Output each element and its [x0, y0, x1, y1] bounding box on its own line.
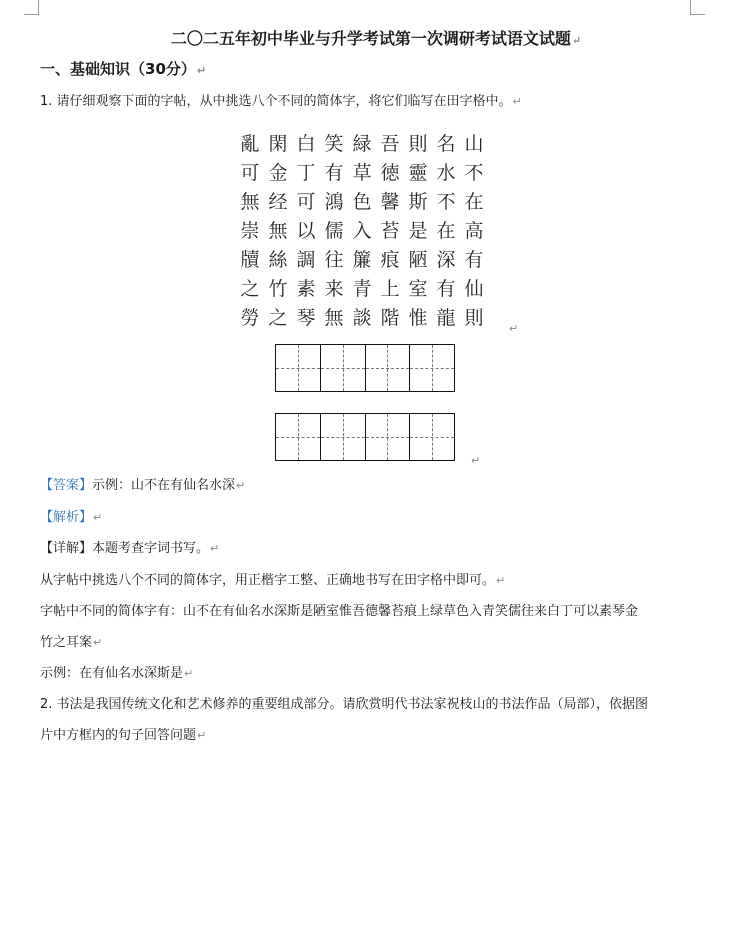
calligraphy-copybook — [236, 128, 500, 331]
copybook-character: 陋 — [408, 249, 428, 271]
copybook-character: 無 — [324, 307, 344, 329]
copybook-character: 龍 — [436, 307, 456, 329]
copybook-character: 則 — [408, 133, 428, 155]
copybook-character: 青 — [352, 278, 372, 300]
copybook-character: 笑 — [324, 133, 344, 155]
paragraph-mark: ↵ — [509, 322, 519, 335]
copybook-character: 往 — [324, 249, 344, 271]
tianzige-cell[interactable] — [321, 345, 366, 391]
copybook-character: 則 — [464, 307, 484, 329]
tianzige-cell[interactable] — [321, 414, 366, 460]
copybook-character: 丁 — [296, 162, 316, 184]
example-line: 示例：在有仙名水深斯是↵ — [40, 666, 194, 681]
copybook-character: 是 — [408, 220, 428, 242]
margin-corner-mark — [24, 0, 39, 15]
copybook-character: 琴 — [296, 307, 316, 329]
copybook-character: 竹 — [268, 278, 288, 300]
section-heading: 一、基础知识（30分）↵ — [40, 60, 207, 78]
detail-line: 【详解】本题考查字词书写。↵ — [40, 541, 220, 556]
copybook-character: 不 — [464, 162, 484, 184]
copybook-character: 深 — [436, 249, 456, 271]
detail-paragraph-1: 从字帖中挑选八个不同的简体字，用正楷字工整、正确地书写在田字格中即可。↵ — [40, 573, 506, 588]
copybook-character: 有 — [324, 162, 344, 184]
paragraph-mark: ↵ — [471, 454, 481, 467]
copybook-character: 高 — [464, 220, 484, 242]
copybook-character: 可 — [240, 162, 260, 184]
copybook-character: 素 — [296, 278, 316, 300]
copybook-character: 仙 — [464, 278, 484, 300]
copybook-character: 之 — [268, 307, 288, 329]
copybook-character: 崇 — [240, 220, 260, 242]
copybook-character: 斯 — [408, 191, 428, 213]
copybook-character: 靈 — [408, 162, 428, 184]
copybook-character: 痕 — [380, 249, 400, 271]
copybook-character: 草 — [352, 162, 372, 184]
copybook-character: 山 — [464, 133, 484, 155]
copybook-character: 入 — [352, 220, 372, 242]
copybook-character: 上 — [380, 278, 400, 300]
copybook-character: 在 — [464, 191, 484, 213]
copybook-character: 徳 — [380, 162, 400, 184]
copybook-character: 名 — [436, 133, 456, 155]
copybook-character: 色 — [352, 191, 372, 213]
copybook-character: 惟 — [408, 307, 428, 329]
detail-tag: 【详解】 — [40, 541, 93, 556]
copybook-character: 苔 — [380, 220, 400, 242]
question-2: 2. 书法是我国传统文化和艺术修养的重要组成部分。请欣赏明代书法家祝枝山的书法作品（局部），依据图 — [40, 697, 649, 712]
copybook-character: 有 — [436, 278, 456, 300]
copybook-character: 階 — [380, 307, 400, 329]
tianzige-row — [275, 344, 455, 392]
copybook-character: 閑 — [268, 133, 288, 155]
tianzige-cell[interactable] — [410, 345, 454, 391]
copybook-character: 儒 — [324, 220, 344, 242]
copybook-character: 来 — [324, 278, 344, 300]
copybook-character: 可 — [296, 191, 316, 213]
copybook-character: 以 — [296, 220, 316, 242]
tianzige-cell[interactable] — [276, 414, 321, 460]
tianzige-cell[interactable] — [366, 414, 411, 460]
copybook-character: 勞 — [240, 307, 260, 329]
tianzige-cell[interactable] — [276, 345, 321, 391]
copybook-character: 经 — [268, 191, 288, 213]
copybook-character: 之 — [240, 278, 260, 300]
copybook-character: 鴻 — [324, 191, 344, 213]
answer-line: 【答案】示例：山不在有仙名水深↵ — [40, 478, 246, 493]
copybook-character: 絲 — [268, 249, 288, 271]
copybook-character: 馨 — [380, 191, 400, 213]
tianzige-cell[interactable] — [410, 414, 454, 460]
copybook-character: 牘 — [240, 249, 260, 271]
copybook-character: 無 — [240, 191, 260, 213]
copybook-character: 無 — [268, 220, 288, 242]
tianzige-row — [275, 413, 455, 461]
copybook-character: 吾 — [380, 133, 400, 155]
tianzige-cell[interactable] — [366, 345, 411, 391]
copybook-character: 緑 — [352, 133, 372, 155]
copybook-character: 室 — [408, 278, 428, 300]
copybook-character: 金 — [268, 162, 288, 184]
question-2-cont: 片中方框内的句子回答问题↵ — [40, 728, 207, 743]
margin-corner-mark — [690, 0, 705, 15]
exam-title: 二〇二五年初中毕业与升学考试第一次调研考试语文试题↵ — [170, 29, 582, 48]
copybook-character: 簾 — [352, 249, 372, 271]
copybook-character: 不 — [436, 191, 456, 213]
analysis-line: 【解析】↵ — [40, 510, 103, 525]
copybook-character: 有 — [464, 249, 484, 271]
copybook-character: 在 — [436, 220, 456, 242]
detail-paragraph-2-cont: 竹之耳案↵ — [40, 635, 103, 650]
copybook-character: 調 — [296, 249, 316, 271]
copybook-character: 談 — [352, 307, 372, 329]
detail-paragraph-2: 字帖中不同的简体字有：山不在有仙名水深斯是陋室惟吾德馨苔痕上绿草色入青笑儒往来白丁可以素琴金 — [40, 604, 639, 619]
answer-tag: 【答案】 — [40, 478, 93, 493]
copybook-character: 水 — [436, 162, 456, 184]
question-1: 1. 请仔细观察下面的字帖，从中挑选八个不同的简体字，将它们临写在田字格中。↵ — [40, 94, 522, 109]
copybook-character: 亂 — [240, 133, 260, 155]
analysis-tag: 【解析】 — [40, 510, 93, 525]
copybook-character: 白 — [296, 133, 316, 155]
